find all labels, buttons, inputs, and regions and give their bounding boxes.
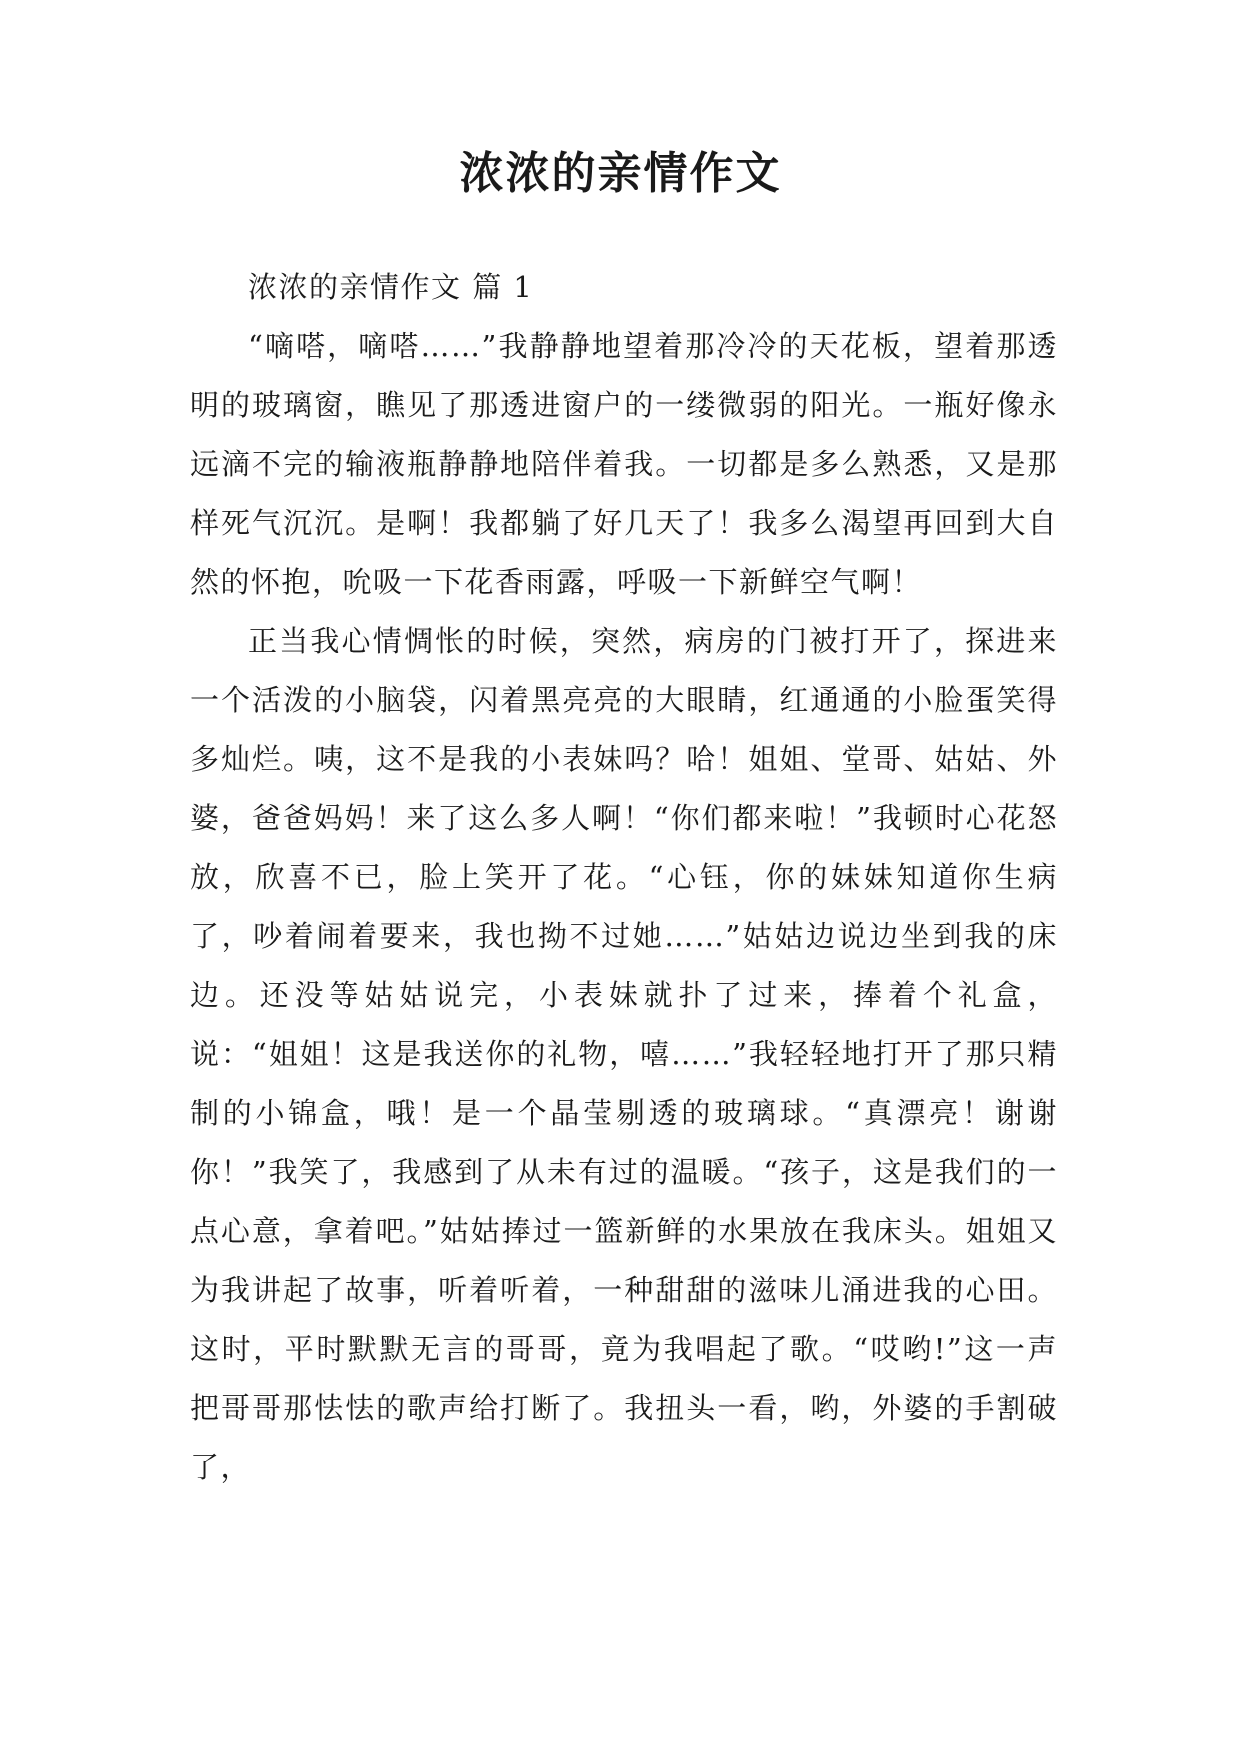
section-heading: 浓浓的亲情作文 篇 1 [248, 270, 534, 304]
paragraph-1: “嘀嗒，嘀嗒……”我静静地望着那冷冷的天花板，望着那透明的玻璃窗，瞧见了那透进窗户的一缕微弱的阳光。一瓶好像永远滴不完的输液瓶静静地陪伴着我。一切都是多么熟悉，又是那样死气沉沉。是啊！我都躺了好几天了！我多么渴望再回到大自然的怀抱，吮吸一下花香雨露，呼吸一下新鲜空气啊！ [190, 329, 1058, 599]
document-title: 浓浓的亲情作文 [459, 148, 782, 199]
paragraph-2: 正当我心情惆怅的时候，突然，病房的门被打开了，探进来一个活泼的小脑袋，闪着黑亮亮的大眼睛，红通通的小脸蛋笑得多灿烂。咦，这不是我的小表妹吗？哈！姐姐、堂哥、姑姑、外婆，爸爸妈妈！来了这么多人啊！“你们都来啦！”我顿时心花怒放，欣喜不已，脸上笑开了花。“心钰，你的妹妹知道你生病了，吵着闹着要来，我也拗不过她……”姑姑边说边坐到我的床边。还没等姑姑说完，小表妹就扑了过来，捧着个礼盒，说：“姐姐！这是我送你的礼物，嘻……”我轻轻地打开了那只精制的小锦盒，哦！是一个晶莹剔透的玻璃球。“真漂亮！谢谢你！”我笑了，我感到了从未有过的温暖。“孩子，这是我们的一点心意，拿着吧。”姑姑捧过一篮新鲜的水果放在我床头。姐姐又为我讲起了故事，听着听着，一种甜甜的滋味儿涌进我的心田。这时，平时默默无言的哥哥，竟为我唱起了歌。“哎哟!”这一声把哥哥那怯怯的歌声给打断了。我扭头一看，哟，外婆的手割破了， [190, 624, 1058, 1484]
document-body [190, 258, 1058, 1497]
